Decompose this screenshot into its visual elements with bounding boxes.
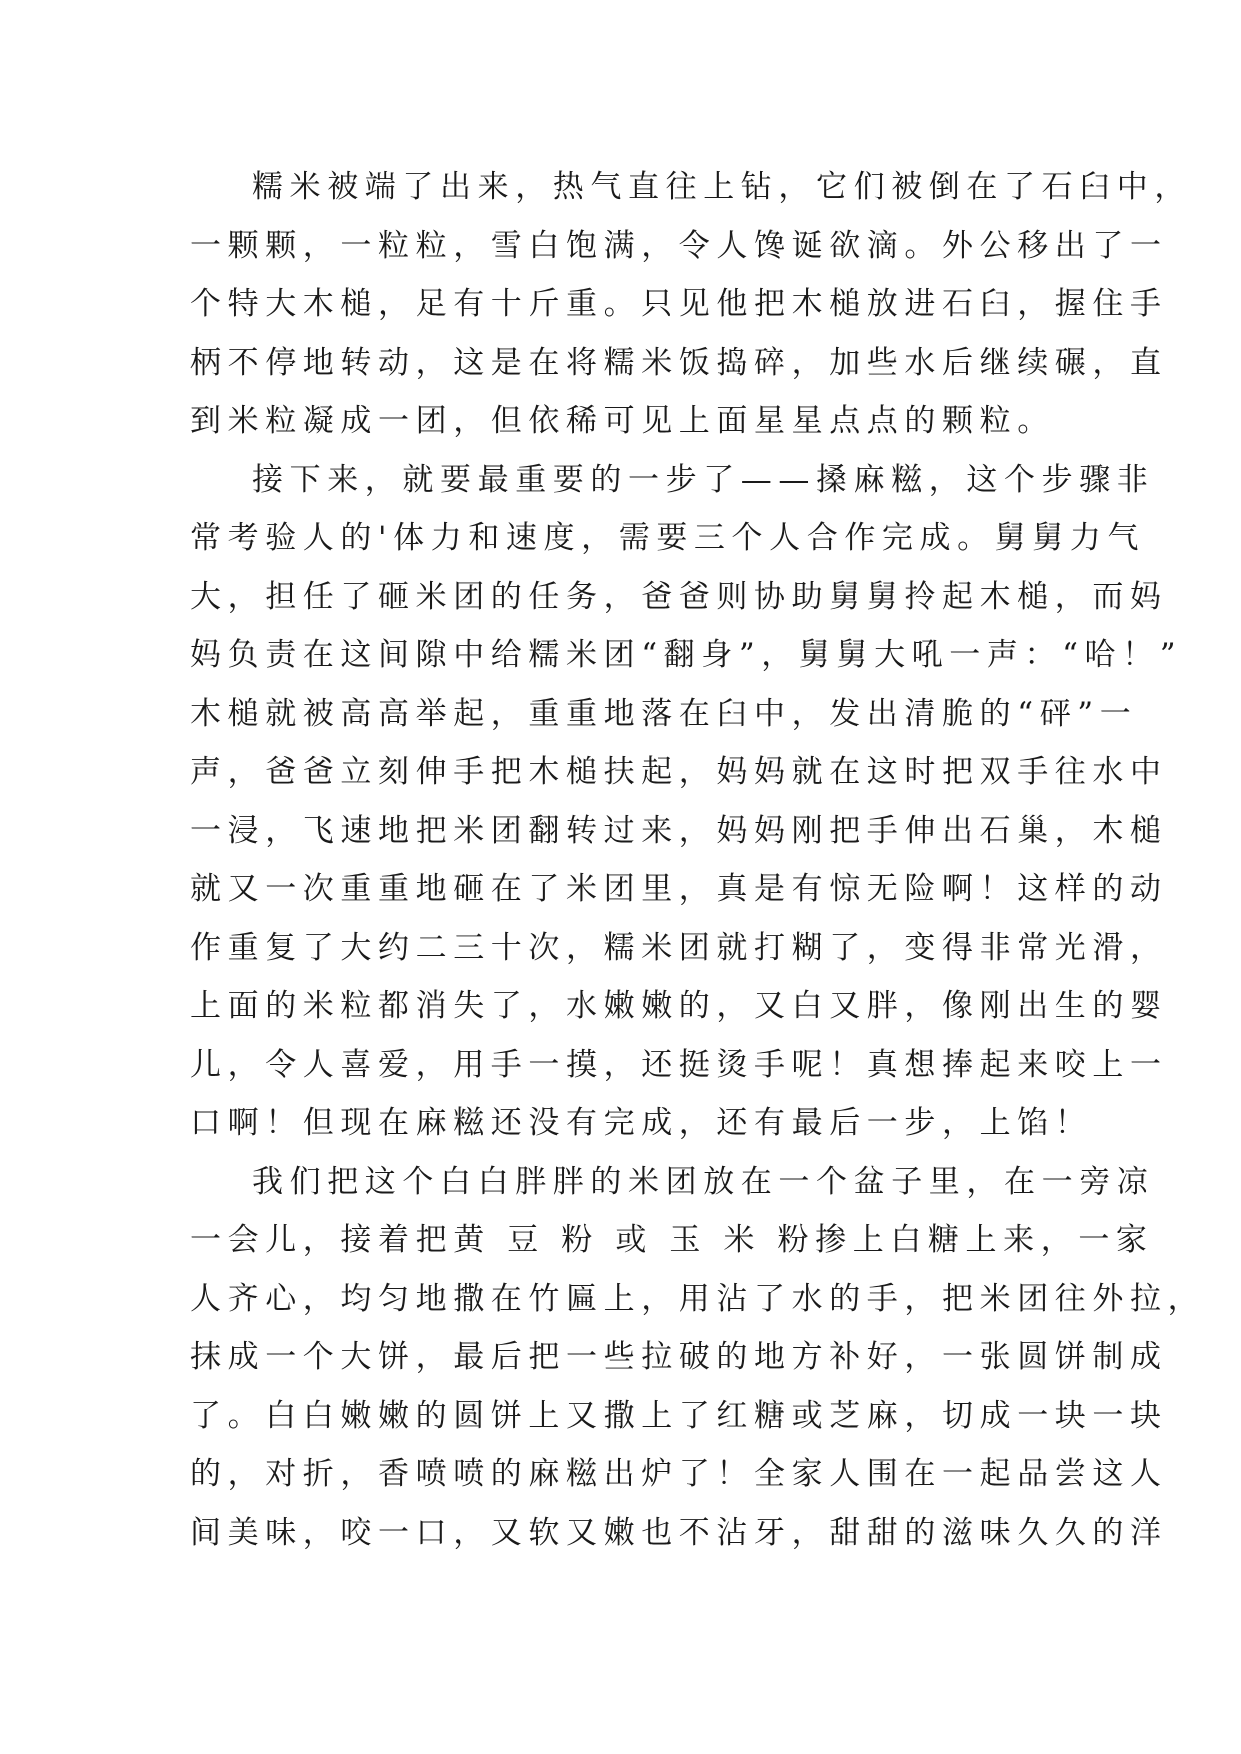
text-line: 上面的米粒都消失了，水嫩嫩的，又白又胖，像刚出生的婴 [190,988,1168,1024]
text-line: 木槌就被高高举起，重重地落在臼中，发出清脆的“砰”一 [190,695,1138,732]
text-line: 糯米被端了出来，热气直往上钻，它们被倒在了石臼中， [252,169,1192,205]
text-line: 间美味，咬一口，又软又嫩也不沾牙，甜甜的滋味久久的洋 [190,1514,1168,1551]
text-line: 柄不停地转动，这是在将糯米饭捣碎，加些水后继续碾，直 [190,344,1168,381]
text-line: 妈负责在这间隙中给糯米团“翻身”，舅舅大吼一声：“哈！” [190,637,1183,673]
text-line: 人齐心，均匀地撒在竹匾上，用沾了水的手，把米团往外拉， [190,1280,1206,1317]
text-line: 儿，令人喜爱，用手一摸，还挺烫手呢！真想捧起来咬上一 [190,1046,1168,1083]
text-line: 大，担任了砸米团的任务，爸爸则协助舅舅拎起木槌，而妈 [190,578,1168,615]
text-line: 一浸，飞速地把米团翻转过来，妈妈刚把手伸出石巢，木槌 [190,812,1168,849]
text-line: 作重复了大约二三十次，糯米团就打糊了，变得非常光滑， [190,929,1168,966]
text-line: 抹成一个大饼，最后把一些拉破的地方补好，一张圆饼制成 [190,1339,1168,1375]
text-line: 一颗颗，一粒粒，雪白饱满，令人馋诞欲滴。外公移出了一 [190,227,1168,264]
text-line: 就又一次重重地砸在了米团里，真是有惊无险啊！这样的动 [190,871,1168,907]
text-line: 到米粒凝成一团，但依稀可见上面星星点点的颗粒。 [190,403,1055,439]
text-line: 一会儿，接着把黄 豆 粉 或 玉 米 粉掺上白糖上来，一家 [190,1222,1154,1258]
text-line: 个特大木槌，足有十斤重。只见他把木槌放进石臼，握住手 [190,286,1168,322]
text-line: 常考验人的'体力和速度，需要三个人合作完成。舅舅力气 [190,520,1146,556]
text-line: 了。白白嫩嫩的圆饼上又撒上了红糖或芝麻，切成一块一块 [190,1397,1168,1434]
text-line: 的，对折，香喷喷的麻糍出炉了！全家人围在一起品尝这人 [190,1456,1168,1492]
text-line: 我们把这个白白胖胖的米团放在一个盆子里，在一旁凉 [252,1163,1155,1200]
body-text [190,158,1206,1562]
text-line: 口啊！但现在麻糍还没有完成，还有最后一步，上馅！ [190,1105,1093,1141]
text-line: 接下来，就要最重要的一步了——搡麻糍，这个步骤非 [252,461,1155,498]
text-line: 声，爸爸立刻伸手把木槌扶起，妈妈就在这时把双手往水中 [190,754,1168,790]
